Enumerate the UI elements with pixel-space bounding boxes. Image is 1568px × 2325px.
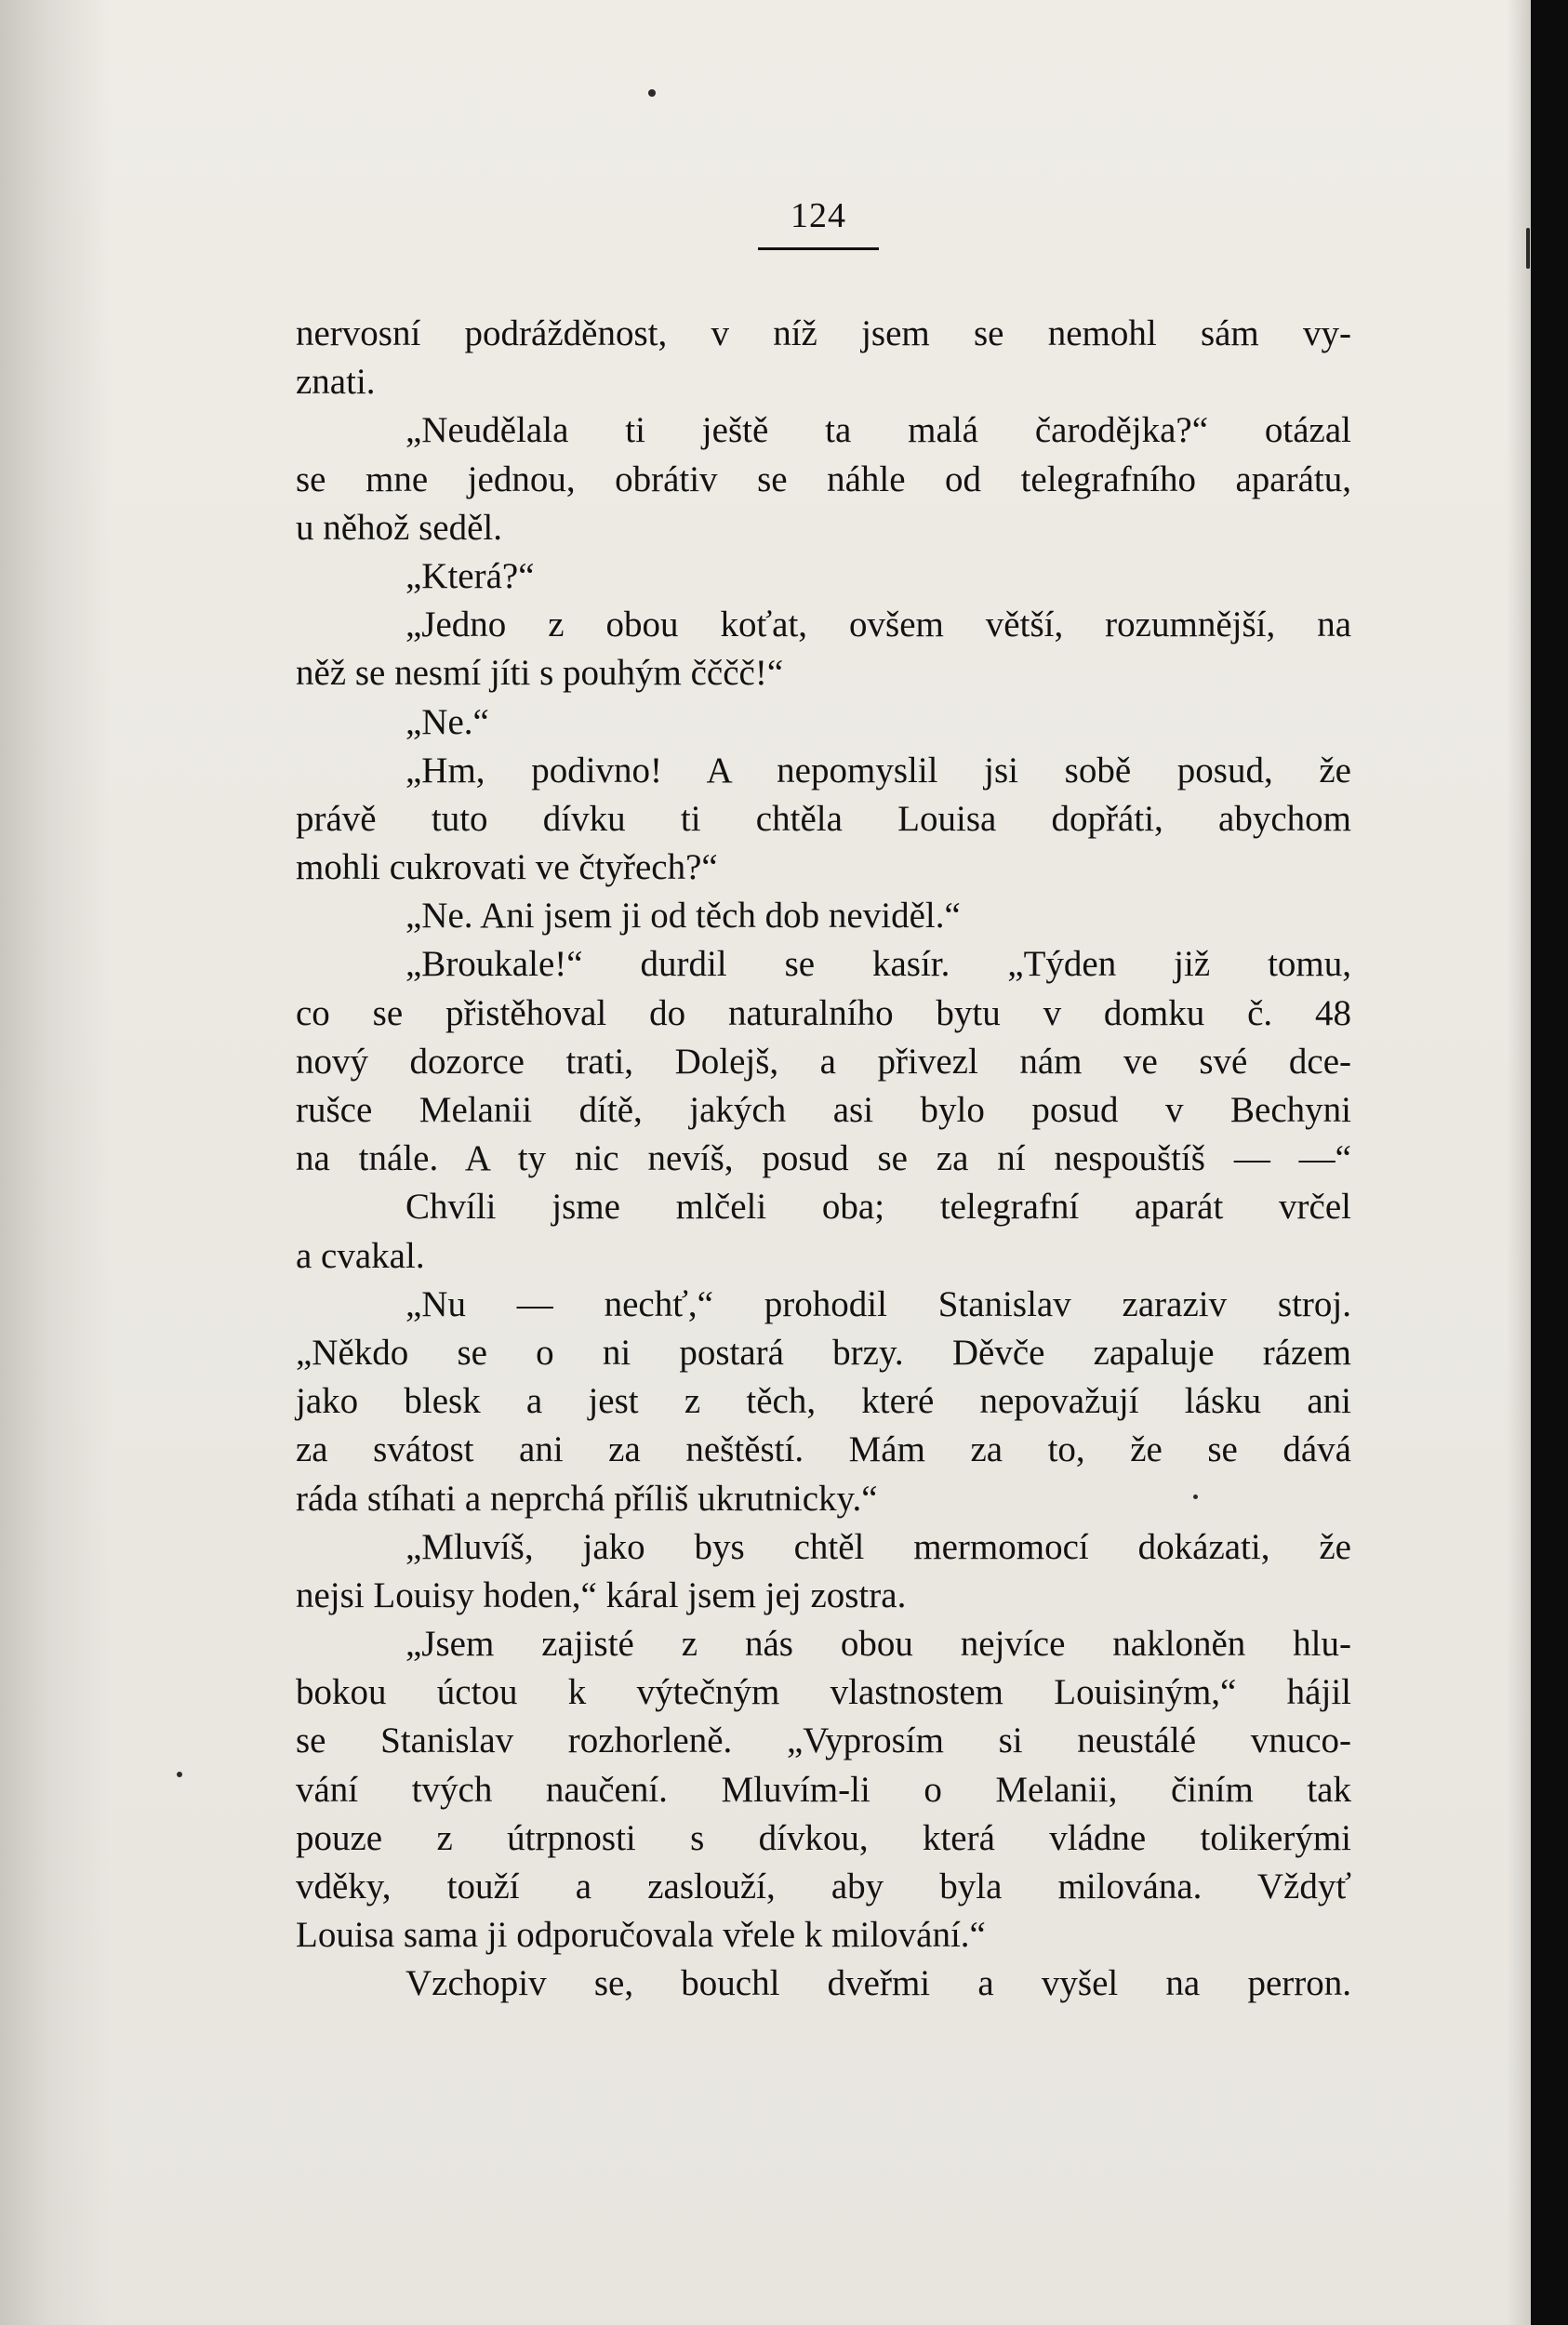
ink-speck bbox=[177, 1772, 182, 1777]
text-line: něž se nesmí jíti s pouhým čččč!“ bbox=[296, 653, 784, 694]
text-line: „Mluvíš, jako bys chtěl mermomocí dokázati, že bbox=[405, 1526, 1351, 1567]
text-line: a cvakal. bbox=[296, 1235, 425, 1276]
page-gutter-shadow bbox=[0, 0, 112, 2325]
text-line: „Broukale!“ durdil se kasír. „Týden již tomu, bbox=[405, 944, 1351, 985]
text-line: bokou úctou k výtečným vlastnostem Louisiným,“ hájil bbox=[296, 1672, 1351, 1713]
body-text bbox=[296, 310, 1351, 2009]
text-line: co se přistěhoval do naturalního bytu v domku č. 48 bbox=[296, 992, 1351, 1033]
text-line: znati. bbox=[296, 362, 376, 403]
scan-border bbox=[1531, 0, 1568, 2325]
text-line: nový dozorce trati, Dolejš, a přivezl nám ve své dce- bbox=[296, 1041, 1351, 1082]
text-line: „Jedno z obou koťat, ovšem větší, rozumnější, na bbox=[405, 604, 1351, 645]
text-line: Chvíli jsme mlčeli oba; telegrafní aparát vrčel bbox=[405, 1187, 1351, 1228]
text-line: „Ne. Ani jsem ji od těch dob neviděl.“ bbox=[405, 896, 961, 937]
text-line: „Hm, podivno! A nepomyslil jsi sobě posud, že bbox=[405, 750, 1351, 790]
page-number: 124 bbox=[791, 196, 846, 235]
ink-speck bbox=[1526, 228, 1530, 269]
text-line: rušce Melanii dítě, jakých asi bylo posud v Bechyni bbox=[296, 1090, 1351, 1130]
text-line: se Stanislav rozhorleně. „Vyprosím si neustálé vnuco- bbox=[296, 1720, 1351, 1761]
text-line: mohli cukrovati ve čtyřech?“ bbox=[296, 847, 718, 888]
text-line: Louisa sama ji odporučovala vřele k milování.“ bbox=[296, 1915, 986, 1956]
text-line: se mne jednou, obrátiv se náhle od telegrafního aparátu, bbox=[296, 458, 1351, 499]
text-line: „Jsem zajisté z nás obou nejvíce nakloněn hlu- bbox=[405, 1624, 1351, 1665]
text-line: vděky, touží a zaslouží, aby byla milována. Vždyť bbox=[296, 1867, 1351, 1906]
text-line: „Která?“ bbox=[405, 555, 535, 596]
page-edge-shadow bbox=[1507, 0, 1531, 2325]
text-line: „Někdo se o ni postará brzy. Děvče zapaluje rázem bbox=[296, 1332, 1351, 1373]
text-line: Vzchopiv se, bouchl dveřmi a vyšel na perron. bbox=[405, 1963, 1351, 2004]
text-line: „Neudělala ti ještě ta malá čarodějka?“ otázal bbox=[405, 410, 1351, 451]
text-line: „Nu — nechť,“ prohodil Stanislav zaraziv stroj. bbox=[405, 1283, 1351, 1324]
text-line: pouze z útrpnosti s dívkou, která vládne tolikerými bbox=[296, 1817, 1351, 1858]
ink-speck bbox=[648, 89, 656, 97]
text-line: právě tuto dívku ti chtěla Louisa dopřáti, abychom bbox=[296, 798, 1351, 839]
text-line: ráda stíhati a neprchá příliš ukrutnicky.“ bbox=[296, 1478, 878, 1519]
text-line: za svátost ani za neštěstí. Mám za to, že se dává bbox=[296, 1429, 1351, 1470]
text-line: vání tvých naučení. Mluvím-li o Melanii, činím tak bbox=[296, 1769, 1351, 1810]
text-line: na tnále. A ty nic nevíš, posud se za ní nespouštíš — —“ bbox=[296, 1138, 1351, 1179]
text-line: jako blesk a jest z těch, které nepovažují lásku ani bbox=[296, 1381, 1351, 1422]
text-line: nervosní podrážděnost, v níž jsem se nemohl sám vy- bbox=[296, 313, 1351, 353]
text-line: nejsi Louisy hoden,“ káral jsem jej zostra. bbox=[296, 1574, 907, 1615]
page-number-rule bbox=[758, 247, 879, 250]
text-line: „Ne.“ bbox=[405, 701, 489, 742]
text-line: u něhož seděl. bbox=[296, 507, 503, 548]
